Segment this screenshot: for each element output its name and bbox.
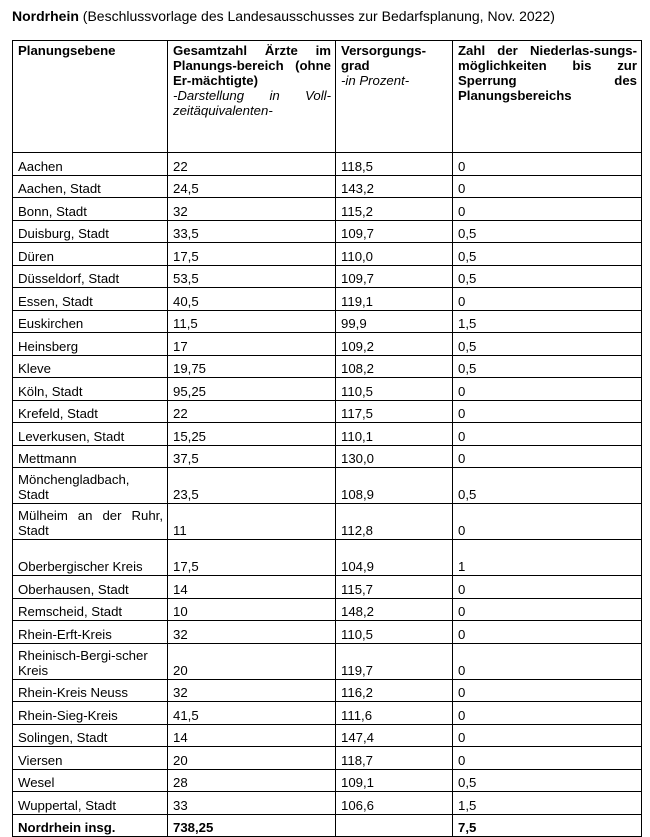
name-cell: Mönchengladbach, Stadt — [13, 468, 168, 504]
table-row — [13, 769, 642, 792]
slots-cell: 0 — [453, 445, 642, 468]
table-row — [13, 243, 642, 266]
table-row — [13, 679, 642, 702]
count-cell: 11 — [168, 504, 336, 540]
count-cell: 95,25 — [168, 378, 336, 401]
slots-cell: 0,5 — [453, 243, 642, 266]
slots-cell: 0 — [453, 423, 642, 446]
slots-cell: 0 — [453, 378, 642, 401]
slots-cell: 0 — [453, 621, 642, 644]
table-row — [13, 540, 642, 576]
name-cell: Wuppertal, Stadt — [13, 792, 168, 815]
table-row — [13, 598, 642, 621]
count-cell: 40,5 — [168, 288, 336, 311]
count-cell: 22 — [168, 400, 336, 423]
slots-cell: 0 — [453, 288, 642, 311]
name-cell: Bonn, Stadt — [13, 198, 168, 221]
name-cell: Kleve — [13, 355, 168, 378]
name-cell: Heinsberg — [13, 333, 168, 356]
slots-cell: 0,5 — [453, 769, 642, 792]
name-cell: Oberbergischer Kreis — [13, 540, 168, 576]
name-cell: Viersen — [13, 747, 168, 770]
table-row — [13, 220, 642, 243]
total-name-cell: Nordrhein insg. — [13, 814, 168, 837]
grade-cell: 109,1 — [336, 769, 453, 792]
document-heading — [12, 6, 555, 26]
slots-cell: 0 — [453, 724, 642, 747]
name-cell: Köln, Stadt — [13, 378, 168, 401]
count-cell: 37,5 — [168, 445, 336, 468]
grade-cell: 104,9 — [336, 540, 453, 576]
grade-cell: 147,4 — [336, 724, 453, 747]
name-cell: Aachen — [13, 153, 168, 176]
count-cell: 14 — [168, 724, 336, 747]
grade-cell: 110,0 — [336, 243, 453, 266]
slots-cell: 1,5 — [453, 310, 642, 333]
grade-cell: 111,6 — [336, 702, 453, 725]
name-cell: Rhein-Kreis Neuss — [13, 679, 168, 702]
grade-cell: 115,2 — [336, 198, 453, 221]
name-cell: Mettmann — [13, 445, 168, 468]
grade-cell: 148,2 — [336, 598, 453, 621]
grade-cell: 109,7 — [336, 220, 453, 243]
name-cell: Remscheid, Stadt — [13, 598, 168, 621]
header-physician-count — [168, 41, 336, 153]
grade-cell: 130,0 — [336, 445, 453, 468]
grade-cell: 118,5 — [336, 153, 453, 176]
grade-cell: 119,7 — [336, 643, 453, 679]
physician-planning-table — [12, 40, 642, 837]
count-cell: 19,75 — [168, 355, 336, 378]
table-row — [13, 792, 642, 815]
name-cell: Rheinisch-Bergi-scher Kreis — [13, 643, 168, 679]
count-cell: 20 — [168, 747, 336, 770]
grade-cell: 143,2 — [336, 175, 453, 198]
count-cell: 17,5 — [168, 540, 336, 576]
name-cell: Düren — [13, 243, 168, 266]
count-cell: 14 — [168, 576, 336, 599]
count-cell: 41,5 — [168, 702, 336, 725]
grade-cell: 110,1 — [336, 423, 453, 446]
heading-region: Nordrhein — [12, 8, 79, 24]
heading-source: (Beschlussvorlage des Landesausschusses zur Bedarfsplanung, Nov. 2022) — [78, 8, 555, 24]
grade-cell: 112,8 — [336, 504, 453, 540]
name-cell: Duisburg, Stadt — [13, 220, 168, 243]
count-cell: 24,5 — [168, 175, 336, 198]
grade-cell: 116,2 — [336, 679, 453, 702]
slots-cell: 1,5 — [453, 792, 642, 815]
table-row — [13, 724, 642, 747]
header-physician-count-note: -Darstellung in Voll-zeitäquivalenten- — [173, 88, 331, 118]
table-row — [13, 576, 642, 599]
slots-cell: 0,5 — [453, 468, 642, 504]
header-planning-level: Planungsebene — [13, 41, 168, 153]
slots-cell: 0 — [453, 504, 642, 540]
slots-cell: 0,5 — [453, 220, 642, 243]
count-cell: 33,5 — [168, 220, 336, 243]
name-cell: Rhein-Erft-Kreis — [13, 621, 168, 644]
count-cell: 53,5 — [168, 265, 336, 288]
slots-cell: 0 — [453, 679, 642, 702]
table-total-row — [13, 814, 642, 837]
grade-cell: 109,2 — [336, 333, 453, 356]
count-cell: 32 — [168, 198, 336, 221]
table-row — [13, 445, 642, 468]
slots-cell: 0 — [453, 576, 642, 599]
grade-cell: 118,7 — [336, 747, 453, 770]
slots-cell: 0 — [453, 153, 642, 176]
grade-cell: 108,9 — [336, 468, 453, 504]
count-cell: 17 — [168, 333, 336, 356]
count-cell: 11,5 — [168, 310, 336, 333]
name-cell: Oberhausen, Stadt — [13, 576, 168, 599]
total-slots-cell: 7,5 — [453, 814, 642, 837]
slots-cell: 0,5 — [453, 265, 642, 288]
name-cell: Solingen, Stadt — [13, 724, 168, 747]
table-row — [13, 153, 642, 176]
table-row — [13, 621, 642, 644]
table-row — [13, 198, 642, 221]
table-row — [13, 310, 642, 333]
table-row — [13, 504, 642, 540]
count-cell: 28 — [168, 769, 336, 792]
table-row — [13, 355, 642, 378]
table-row — [13, 288, 642, 311]
table-row — [13, 702, 642, 725]
header-physician-count-label: Gesamtzahl Ärzte im Planungs-bereich (ohne Er-mächtigte) — [173, 43, 331, 88]
count-cell: 32 — [168, 621, 336, 644]
table-row — [13, 400, 642, 423]
slots-cell: 1 — [453, 540, 642, 576]
table-row — [13, 423, 642, 446]
name-cell: Wesel — [13, 769, 168, 792]
slots-cell: 0,5 — [453, 333, 642, 356]
slots-cell: 0 — [453, 198, 642, 221]
name-cell: Leverkusen, Stadt — [13, 423, 168, 446]
slots-cell: 0 — [453, 400, 642, 423]
table-row — [13, 468, 642, 504]
table-row — [13, 378, 642, 401]
table-row — [13, 333, 642, 356]
count-cell: 15,25 — [168, 423, 336, 446]
count-cell: 17,5 — [168, 243, 336, 266]
name-cell: Düsseldorf, Stadt — [13, 265, 168, 288]
table-row — [13, 747, 642, 770]
count-cell: 10 — [168, 598, 336, 621]
grade-cell: 115,7 — [336, 576, 453, 599]
total-count-cell: 738,25 — [168, 814, 336, 837]
table-header-row — [13, 41, 642, 153]
grade-cell: 108,2 — [336, 355, 453, 378]
name-cell: Krefeld, Stadt — [13, 400, 168, 423]
count-cell: 32 — [168, 679, 336, 702]
header-supply-grade — [336, 41, 453, 153]
slots-cell: 0 — [453, 598, 642, 621]
slots-cell: 0 — [453, 702, 642, 725]
table-row — [13, 265, 642, 288]
name-cell: Aachen, Stadt — [13, 175, 168, 198]
name-cell: Mülheim an der Ruhr, Stadt — [13, 504, 168, 540]
grade-cell: 99,9 — [336, 310, 453, 333]
header-supply-grade-label: Versorgungs-grad — [341, 43, 427, 73]
table-body — [13, 153, 642, 815]
grade-cell: 110,5 — [336, 621, 453, 644]
header-settlement-slots: Zahl der Niederlas-sungs-möglichkeiten bis zur Sperrung des Planungsbereichs — [453, 41, 642, 153]
slots-cell: 0,5 — [453, 355, 642, 378]
name-cell: Essen, Stadt — [13, 288, 168, 311]
grade-cell: 106,6 — [336, 792, 453, 815]
slots-cell: 0 — [453, 643, 642, 679]
grade-cell: 109,7 — [336, 265, 453, 288]
count-cell: 33 — [168, 792, 336, 815]
count-cell: 22 — [168, 153, 336, 176]
table-row — [13, 643, 642, 679]
grade-cell: 117,5 — [336, 400, 453, 423]
total-grade-cell — [336, 814, 453, 837]
table-row — [13, 175, 642, 198]
name-cell: Euskirchen — [13, 310, 168, 333]
count-cell: 20 — [168, 643, 336, 679]
grade-cell: 110,5 — [336, 378, 453, 401]
grade-cell: 119,1 — [336, 288, 453, 311]
header-supply-grade-note: -in Prozent- — [341, 73, 410, 88]
slots-cell: 0 — [453, 747, 642, 770]
slots-cell: 0 — [453, 175, 642, 198]
count-cell: 23,5 — [168, 468, 336, 504]
name-cell: Rhein-Sieg-Kreis — [13, 702, 168, 725]
